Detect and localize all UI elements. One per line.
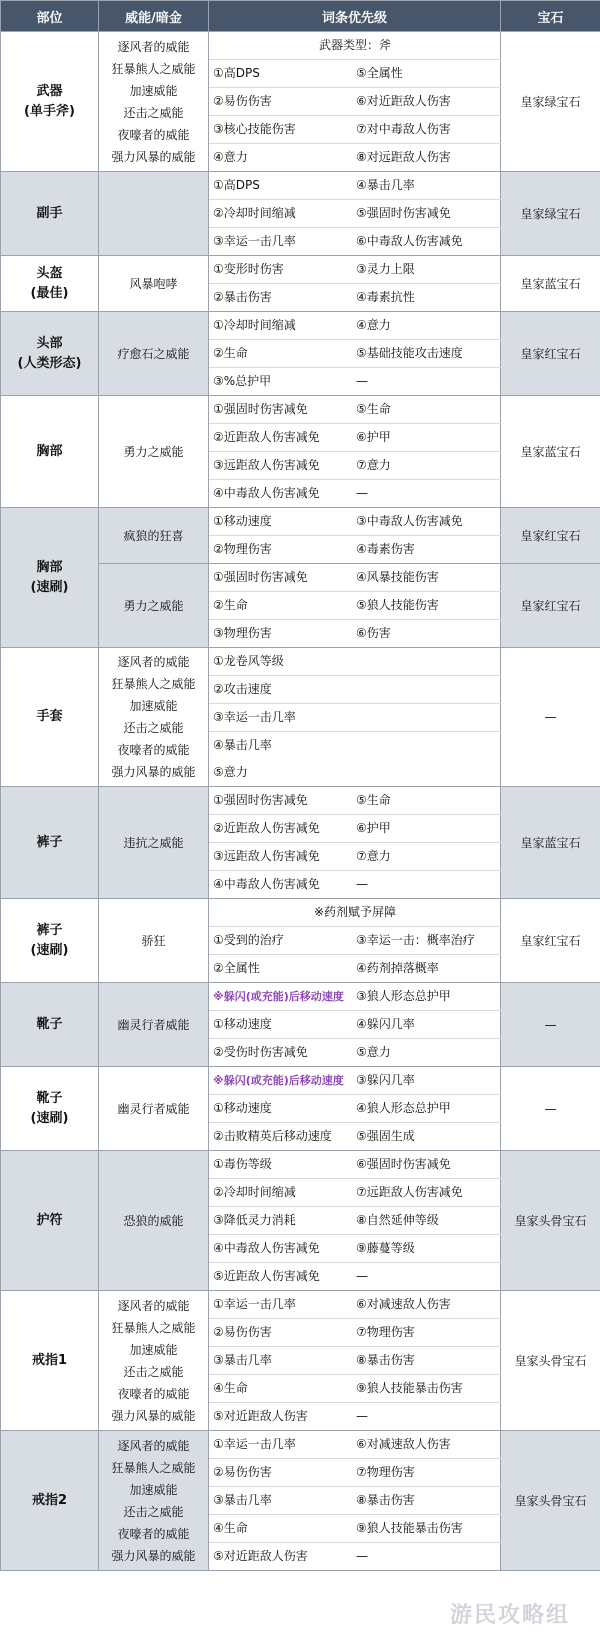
part-cell xyxy=(1,899,99,983)
stat-item: ③远距敌人伤害减免 xyxy=(209,452,352,480)
stat-item-highlight: ※躲闪(或充能)后移动速度 xyxy=(209,983,352,1011)
part-cell xyxy=(1,256,99,312)
might-item: 狂暴熊人之威能 xyxy=(111,1320,196,1335)
stat-item: ①变形时伤害 xyxy=(209,256,352,284)
stats-cell xyxy=(209,172,501,256)
stat-item: ⑥护甲 xyxy=(352,815,501,843)
stat-item: ④中毒敌人伤害减免 xyxy=(213,486,320,500)
might-item: 还击之威能 xyxy=(123,105,184,120)
gem-cell: 皇家蓝宝石 xyxy=(501,787,600,899)
stat-item: ⑤意力 xyxy=(356,1045,391,1059)
gem-cell: 皇家头骨宝石 xyxy=(501,1151,600,1291)
table-row xyxy=(1,396,600,508)
might-item: 强力风暴的威能 xyxy=(111,765,196,779)
stat-item: ⑤对近距敌人伤害 xyxy=(213,1409,308,1423)
part-label: 戒指1 xyxy=(31,1352,68,1368)
might-item: 幽灵行者威能 xyxy=(117,1101,190,1116)
might-item: 幽灵行者威能 xyxy=(117,1017,190,1032)
table-row xyxy=(1,983,600,1067)
stat-item: ①毒伤等级 xyxy=(209,1151,352,1179)
table-row xyxy=(1,1291,600,1431)
stat-item: ①冷却时间缩减 xyxy=(209,312,352,340)
part-cell xyxy=(1,508,99,648)
stat-item: ②生命 xyxy=(209,340,352,368)
part-label: 胸部 xyxy=(36,443,63,459)
part-cell xyxy=(1,312,99,396)
gem-cell: — xyxy=(501,983,600,1067)
gem-cell: — xyxy=(501,648,600,787)
table-row xyxy=(1,172,600,256)
gem-cell: 皇家红宝石 xyxy=(501,899,600,983)
stat-item: ③幸运一击：概率治疗 xyxy=(352,927,501,955)
part-label: 头盔 xyxy=(36,265,63,281)
stat-item: ⑨狼人技能暴击伤害 xyxy=(352,1375,501,1403)
part-cell xyxy=(1,1151,99,1291)
stat-item: ①高DPS xyxy=(209,60,352,88)
stat-item: ④暴击几率 xyxy=(352,172,501,200)
gem-cell: 皇家蓝宝石 xyxy=(501,256,600,312)
part-cell xyxy=(1,648,99,787)
stats-cell xyxy=(209,787,501,899)
stat-item: ①移动速度 xyxy=(209,1095,352,1123)
might-item: 疗愈石之威能 xyxy=(117,346,190,361)
stat-item: ⑧自然延伸等级 xyxy=(352,1207,501,1235)
might-cell xyxy=(99,787,209,899)
might-item: 骄狂 xyxy=(141,933,166,948)
stat-item: ②易伤伤害 xyxy=(209,1319,352,1347)
gem-cell: 皇家红宝石 xyxy=(501,312,600,396)
might-cell xyxy=(99,564,209,648)
stat-item: ④毒素伤害 xyxy=(356,542,415,556)
stat-item: ⑤生命 xyxy=(352,787,501,815)
might-item: 狂暴熊人之威能 xyxy=(111,1460,196,1475)
might-cell xyxy=(99,1067,209,1151)
part-label: 靴子 xyxy=(36,1016,63,1032)
gem-cell: 皇家红宝石 xyxy=(501,508,600,564)
stat-item: ⑤强固时伤害减免 xyxy=(352,200,501,228)
table-row xyxy=(1,648,600,787)
part-cell xyxy=(1,396,99,508)
stat-note: ※药剂赋予屏障 xyxy=(209,899,501,927)
might-cell xyxy=(99,396,209,508)
stat-item: ④意力 xyxy=(213,150,248,164)
stats-cell xyxy=(209,312,501,396)
stat-item: ⑦意力 xyxy=(352,843,501,871)
stat-item: ①受到的治疗 xyxy=(209,927,352,955)
stat-item: ⑧对远距敌人伤害 xyxy=(356,150,451,164)
might-item: 逐风者的威能 xyxy=(117,655,190,669)
stats-cell xyxy=(209,256,501,312)
stats-cell xyxy=(209,1151,501,1291)
stat-item: ⑥对减速敌人伤害 xyxy=(352,1291,501,1319)
might-item: 夜嚎者的威能 xyxy=(117,127,190,142)
stat-item: ⑥伤害 xyxy=(356,626,391,640)
stat-item: ④毒素抗性 xyxy=(356,290,415,304)
gem-cell: 皇家红宝石 xyxy=(501,564,600,648)
part-cell xyxy=(1,983,99,1067)
might-item: 强力风暴的威能 xyxy=(111,1408,196,1423)
stat-item: ③核心技能伤害 xyxy=(209,116,352,144)
part-label: 手套 xyxy=(36,709,63,724)
stat-item: ②击败精英后移动速度 xyxy=(213,1129,332,1143)
stat-item: — xyxy=(356,374,368,388)
stat-item: ④药剂掉落概率 xyxy=(356,961,439,975)
stat-item: — xyxy=(356,1409,368,1423)
stat-item: ①强固时伤害减免 xyxy=(209,396,352,424)
part-cell xyxy=(1,1067,99,1151)
stat-item: ③暴击几率 xyxy=(209,1487,352,1515)
stat-item: ⑦物理伤害 xyxy=(352,1459,501,1487)
might-cell xyxy=(99,1291,209,1431)
part-cell xyxy=(1,1291,99,1431)
part-label: 胸部 xyxy=(36,559,63,575)
stats-cell xyxy=(209,899,501,983)
stat-item: ②近距敌人伤害减免 xyxy=(209,424,352,452)
stat-item: ⑦物理伤害 xyxy=(352,1319,501,1347)
part-cell xyxy=(1,172,99,256)
gem-cell: 皇家绿宝石 xyxy=(501,32,600,172)
stat-item: ③幸运一击几率 xyxy=(213,234,296,248)
stat-item: ②攻击速度 xyxy=(209,676,501,704)
might-item: 疯狼的狂喜 xyxy=(123,528,184,543)
stat-item: ②物理伤害 xyxy=(213,542,272,556)
might-item: 夜嚎者的威能 xyxy=(117,1386,190,1401)
might-item: 勇力之威能 xyxy=(123,598,184,613)
part-sublabel: (人类形态) xyxy=(17,355,82,371)
stat-item: ②冷却时间缩减 xyxy=(209,1179,352,1207)
might-cell xyxy=(99,648,209,787)
part-sublabel: (速刷) xyxy=(30,942,69,958)
stat-item: — xyxy=(356,877,368,891)
table-row xyxy=(1,508,600,564)
stat-item: ②近距敌人伤害减免 xyxy=(209,815,352,843)
stat-item: ⑨狼人技能暴击伤害 xyxy=(352,1515,501,1543)
table-row xyxy=(1,1151,600,1291)
stat-item: ①龙卷风等级 xyxy=(209,648,501,676)
stat-item: ④风暴技能伤害 xyxy=(352,564,501,592)
stat-item: ④狼人形态总护甲 xyxy=(352,1095,501,1123)
stats-cell xyxy=(209,508,501,564)
might-cell xyxy=(99,983,209,1067)
might-item: 勇力之威能 xyxy=(123,444,184,459)
might-item: 恐狼的威能 xyxy=(123,1213,184,1228)
stat-item: ③躲闪几率 xyxy=(352,1067,501,1095)
stat-item: ④意力 xyxy=(352,312,501,340)
stat-item: ②暴击伤害 xyxy=(213,290,272,304)
might-item: 强力风暴的威能 xyxy=(111,1548,196,1563)
table-header-row xyxy=(1,1,600,32)
header-affix: 词条优先级 xyxy=(209,1,501,32)
stat-item: — xyxy=(356,1269,368,1283)
part-label: 护符 xyxy=(36,1212,63,1228)
stat-item: ③降低灵力消耗 xyxy=(209,1207,352,1235)
stat-item: ⑦远距敌人伤害减免 xyxy=(352,1179,501,1207)
might-cell xyxy=(99,899,209,983)
stat-item: ②易伤伤害 xyxy=(209,1459,352,1487)
table-row xyxy=(1,1431,600,1571)
stat-note: 武器类型：斧 xyxy=(209,32,501,60)
table-row xyxy=(1,256,600,312)
stat-item: ⑤强固生成 xyxy=(356,1129,415,1143)
stats-cell xyxy=(209,1067,501,1151)
header-gem: 宝石 xyxy=(501,1,600,32)
stat-item: ⑥护甲 xyxy=(352,424,501,452)
might-item: 夜嚎者的威能 xyxy=(117,1526,190,1541)
stat-item: ⑥对减速敌人伤害 xyxy=(352,1431,501,1459)
might-item: 逐风者的威能 xyxy=(117,1298,190,1313)
table-row xyxy=(1,312,600,396)
stat-item: ④暴击几率 xyxy=(213,738,272,752)
stat-item: ①幸运一击几率 xyxy=(209,1431,352,1459)
might-cell xyxy=(99,172,209,256)
might-item: 逐风者的威能 xyxy=(117,39,190,54)
stat-item: ①高DPS xyxy=(209,172,352,200)
might-item: 违抗之威能 xyxy=(123,835,184,850)
gem-cell: — xyxy=(501,1067,600,1151)
stat-item: ⑥强固时伤害减免 xyxy=(352,1151,501,1179)
stat-item: ④中毒敌人伤害减免 xyxy=(213,877,320,891)
stat-item: ②受伤时伤害减免 xyxy=(213,1045,308,1059)
gem-cell: 皇家头骨宝石 xyxy=(501,1431,600,1571)
stat-item: ②冷却时间缩减 xyxy=(209,200,352,228)
stat-item: ⑤对近距敌人伤害 xyxy=(213,1549,308,1563)
stat-item: ④躲闪几率 xyxy=(352,1011,501,1039)
part-sublabel: (单手斧) xyxy=(24,103,75,119)
might-item: 夜嚎者的威能 xyxy=(117,743,190,757)
part-label: 戒指2 xyxy=(31,1492,68,1508)
stats-cell xyxy=(209,32,501,172)
stat-item: ①强固时伤害减免 xyxy=(209,564,352,592)
stat-item: ③暴击几率 xyxy=(209,1347,352,1375)
gem-cell: 皇家绿宝石 xyxy=(501,172,600,256)
stat-item: ⑥中毒敌人伤害减免 xyxy=(356,234,463,248)
stat-item: ⑧暴击伤害 xyxy=(352,1487,501,1515)
stat-item: ⑤基础技能攻击速度 xyxy=(352,340,501,368)
stat-item: ④生命 xyxy=(209,1515,352,1543)
stat-item: ⑥对近距敌人伤害 xyxy=(352,88,501,116)
stat-item: ③物理伤害 xyxy=(213,626,272,640)
stat-item: ⑤全属性 xyxy=(352,60,501,88)
might-cell xyxy=(99,256,209,312)
stat-item: ②全属性 xyxy=(213,961,260,975)
might-item: 狂暴熊人之威能 xyxy=(111,61,196,76)
stat-item: ③幸运一击几率 xyxy=(209,704,501,732)
stat-item: ③狼人形态总护甲 xyxy=(352,983,501,1011)
stat-item: ③远距敌人伤害减免 xyxy=(209,843,352,871)
header-might: 威能/暗金 xyxy=(99,1,209,32)
might-cell xyxy=(99,32,209,172)
part-label: 副手 xyxy=(36,205,63,221)
might-item: 加速威能 xyxy=(129,83,178,98)
might-item: 加速威能 xyxy=(129,699,178,713)
stat-item: ⑦意力 xyxy=(352,452,501,480)
stat-item: — xyxy=(356,1549,368,1563)
stat-item: ④生命 xyxy=(209,1375,352,1403)
might-item: 逐风者的威能 xyxy=(117,1438,190,1453)
gem-cell: 皇家头骨宝石 xyxy=(501,1291,600,1431)
might-cell xyxy=(99,1151,209,1291)
part-label: 头部 xyxy=(36,335,63,351)
stat-item: ⑤生命 xyxy=(352,396,501,424)
part-label: 武器 xyxy=(36,83,63,99)
might-item: 还击之威能 xyxy=(123,721,184,735)
stats-cell xyxy=(209,396,501,508)
part-cell xyxy=(1,787,99,899)
part-label: 靴子 xyxy=(36,1090,63,1106)
table-row xyxy=(1,1067,600,1151)
stat-item: ③中毒敌人伤害减免 xyxy=(352,508,501,536)
stat-item-highlight: ※躲闪(或充能)后移动速度 xyxy=(209,1067,352,1095)
might-item: 风暴咆哮 xyxy=(129,276,178,291)
stats-cell xyxy=(209,648,501,787)
part-sublabel: (速刷) xyxy=(30,579,69,595)
stat-item: ②易伤伤害 xyxy=(209,88,352,116)
stats-cell xyxy=(209,1431,501,1571)
header-part: 部位 xyxy=(1,1,99,32)
stat-item: — xyxy=(356,486,368,500)
part-sublabel: (速刷) xyxy=(30,1110,69,1126)
part-cell xyxy=(1,32,99,172)
stat-item: ⑧暴击伤害 xyxy=(352,1347,501,1375)
might-item: 加速威能 xyxy=(129,1342,178,1357)
table-row xyxy=(1,32,600,172)
might-item: 还击之威能 xyxy=(123,1364,184,1379)
might-item: 狂暴熊人之威能 xyxy=(111,677,196,691)
stats-cell xyxy=(209,1291,501,1431)
stat-item: ③灵力上限 xyxy=(352,256,501,284)
stat-item: ⑤狼人技能伤害 xyxy=(352,592,501,620)
stat-item: ⑦对中毒敌人伤害 xyxy=(352,116,501,144)
stat-item: ①移动速度 xyxy=(209,508,352,536)
stat-item: ①幸运一击几率 xyxy=(209,1291,352,1319)
might-cell xyxy=(99,1431,209,1571)
stat-item: ⑤近距敌人伤害减免 xyxy=(213,1269,320,1283)
stat-item: ①强固时伤害减免 xyxy=(209,787,352,815)
part-label: 裤子 xyxy=(36,834,63,850)
table-row xyxy=(1,899,600,983)
stat-item: ⑨藤蔓等级 xyxy=(352,1235,501,1263)
might-item: 加速威能 xyxy=(129,1482,178,1497)
part-cell xyxy=(1,1431,99,1571)
stat-item: ②生命 xyxy=(209,592,352,620)
part-sublabel: (最佳) xyxy=(30,285,69,301)
gem-cell: 皇家蓝宝石 xyxy=(501,396,600,508)
table-row xyxy=(1,787,600,899)
part-label: 裤子 xyxy=(36,922,63,938)
stat-item: ⑤意力 xyxy=(213,765,248,779)
might-cell xyxy=(99,312,209,396)
stats-cell xyxy=(209,564,501,648)
might-item: 强力风暴的威能 xyxy=(111,149,196,164)
might-item: 还击之威能 xyxy=(123,1504,184,1519)
might-cell xyxy=(99,508,209,564)
stat-item: ①移动速度 xyxy=(209,1011,352,1039)
stats-cell xyxy=(209,983,501,1067)
stat-item: ④中毒敌人伤害减免 xyxy=(209,1235,352,1263)
watermark: 游民攻略组 xyxy=(449,1603,570,1628)
stat-item: ③%总护甲 xyxy=(213,374,272,388)
